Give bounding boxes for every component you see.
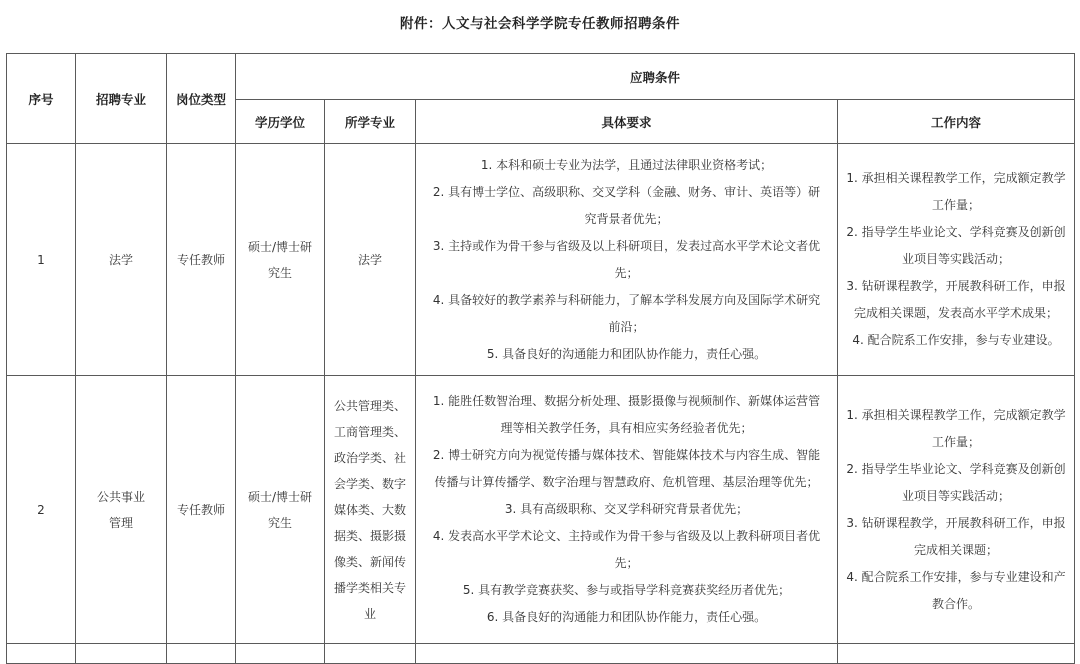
work-line: 2. 指导学生毕业论文、学科竞赛及创新创 — [846, 225, 1066, 239]
field-cell — [325, 376, 416, 644]
field-cell — [325, 144, 416, 376]
major-cell — [76, 376, 167, 644]
requirement-line: 究背景者优先； — [584, 211, 669, 226]
table-row — [7, 376, 1075, 644]
seq-cell: 2 — [7, 376, 76, 644]
recruitment-table — [6, 53, 1075, 664]
work-cell — [838, 144, 1075, 376]
requirement-line: 6. 具备良好的沟通能力和团队协作能力，责任心强。 — [486, 610, 767, 624]
requirement-line: 前沿； — [608, 319, 645, 334]
requirement-line: 4. 发表高水平学术论文、主持或作为骨干参与省级及以上教科研项目者优 — [432, 529, 821, 543]
education-cell — [236, 144, 325, 376]
requirement-line: 1. 能胜任数智治理、数据分析处理、摄影摄像与视频制作、新媒体运营管 — [432, 394, 821, 408]
work-line: 完成相关课题，发表高水平学术成果； — [854, 306, 1059, 320]
work-line: 3. 钻研课程教学，开展教科研工作，申报 — [846, 279, 1066, 293]
education-line: 硕士/博士研 — [247, 489, 313, 504]
field-line: 会学类、数字 — [333, 476, 406, 491]
work-line: 4. 配合院系工作安排，参与专业建设。 — [852, 333, 1060, 347]
header-field: 所学专业 — [325, 100, 416, 144]
field-line: 像类、新闻传 — [333, 554, 406, 569]
education-cell — [236, 376, 325, 644]
field-line: 工商管理类、 — [333, 424, 406, 439]
header-conditions: 应聘条件 — [236, 54, 1075, 100]
major-line: 管理 — [108, 515, 133, 530]
field-line: 公共管理类、 — [333, 398, 406, 413]
requirement-line: 3. 主持或作为骨干参与省级及以上科研项目，发表过高水平学术论文者优 — [432, 238, 821, 253]
work-line: 2. 指导学生毕业论文、学科竞赛及创新创 — [846, 461, 1066, 476]
requirement-line: 先； — [614, 265, 639, 280]
work-line: 3. 钻研课程教学，开展教科研工作，申报 — [846, 515, 1066, 530]
header-education: 学历学位 — [236, 100, 325, 144]
header-work: 工作内容 — [838, 100, 1075, 144]
field-line: 播学类相关专 — [333, 580, 406, 595]
header-position-type: 岗位类型 — [167, 54, 236, 144]
requirement-line: 5. 具备良好的沟通能力和团队协作能力，责任心强。 — [486, 346, 767, 361]
work-line: 1. 承担相关课程教学工作，完成额定教学 — [846, 407, 1066, 422]
field-line: 法学 — [357, 252, 382, 267]
requirements-cell — [416, 144, 838, 376]
requirement-line: 2. 具有博士学位、高级职称、交叉学科（金融、财务、审计、英语等）研 — [432, 184, 821, 199]
requirement-line: 先； — [614, 556, 639, 570]
header-seq: 序号 — [7, 54, 76, 144]
work-line: 教合作。 — [932, 596, 981, 611]
requirement-line: 5. 具有教学竞赛获奖、参与或指导学科竞赛获奖经历者优先； — [462, 583, 791, 597]
header-major: 招聘专业 — [76, 54, 167, 144]
requirement-line: 3. 具有高级职称、交叉学科研究背景者优先； — [504, 502, 749, 516]
work-line: 1. 承担相关课程教学工作，完成额定教学 — [846, 171, 1066, 185]
table-row-partial — [7, 644, 1075, 664]
work-line: 4. 配合院系工作安排，参与专业建设和产 — [846, 569, 1066, 584]
position-cell: 专任教师 — [167, 144, 236, 376]
header-row-main — [7, 54, 1075, 100]
requirement-line: 传播与计算传播学、数字治理与智慧政府、危机管理、基层治理等优先； — [434, 475, 819, 489]
requirement-line: 4. 具备较好的教学素养与科研能力，了解本学科发展方向及国际学术研究 — [432, 292, 821, 307]
seq-cell: 1 — [7, 144, 76, 376]
major-line: 公共事业 — [96, 489, 145, 504]
field-line: 媒体类、大数 — [333, 502, 406, 517]
header-requirements: 具体要求 — [416, 100, 838, 144]
education-line: 硕士/博士研 — [247, 239, 313, 254]
work-line: 工作量； — [932, 434, 981, 449]
position-cell: 专任教师 — [167, 376, 236, 644]
work-cell — [838, 376, 1075, 644]
major-line: 法学 — [108, 252, 133, 267]
field-list — [334, 393, 406, 627]
field-line: 业 — [363, 606, 376, 621]
education-line: 究生 — [267, 265, 292, 280]
document-title: 附件：人文与社会科学学院专任教师招聘条件 — [400, 16, 680, 32]
field-line: 政治学类、社 — [333, 450, 406, 465]
education-line: 究生 — [267, 515, 292, 530]
major-cell — [76, 144, 167, 376]
field-line: 据类、摄影摄 — [333, 528, 406, 543]
requirements-cell — [416, 376, 838, 644]
work-line: 完成相关课题； — [914, 542, 999, 557]
work-line: 业项目等实践活动； — [902, 488, 1011, 503]
work-line: 工作量； — [932, 198, 981, 212]
requirement-line: 理等相关教学任务，具有相应实务经验者优先； — [500, 421, 753, 435]
work-line: 业项目等实践活动； — [902, 252, 1011, 266]
requirement-line: 2. 博士研究方向为视觉传播与媒体技术、智能媒体技术与内容生成、智能 — [432, 448, 821, 462]
requirement-line: 1. 本科和硕士专业为法学，且通过法律职业资格考试； — [480, 157, 773, 172]
table-row — [7, 144, 1075, 376]
